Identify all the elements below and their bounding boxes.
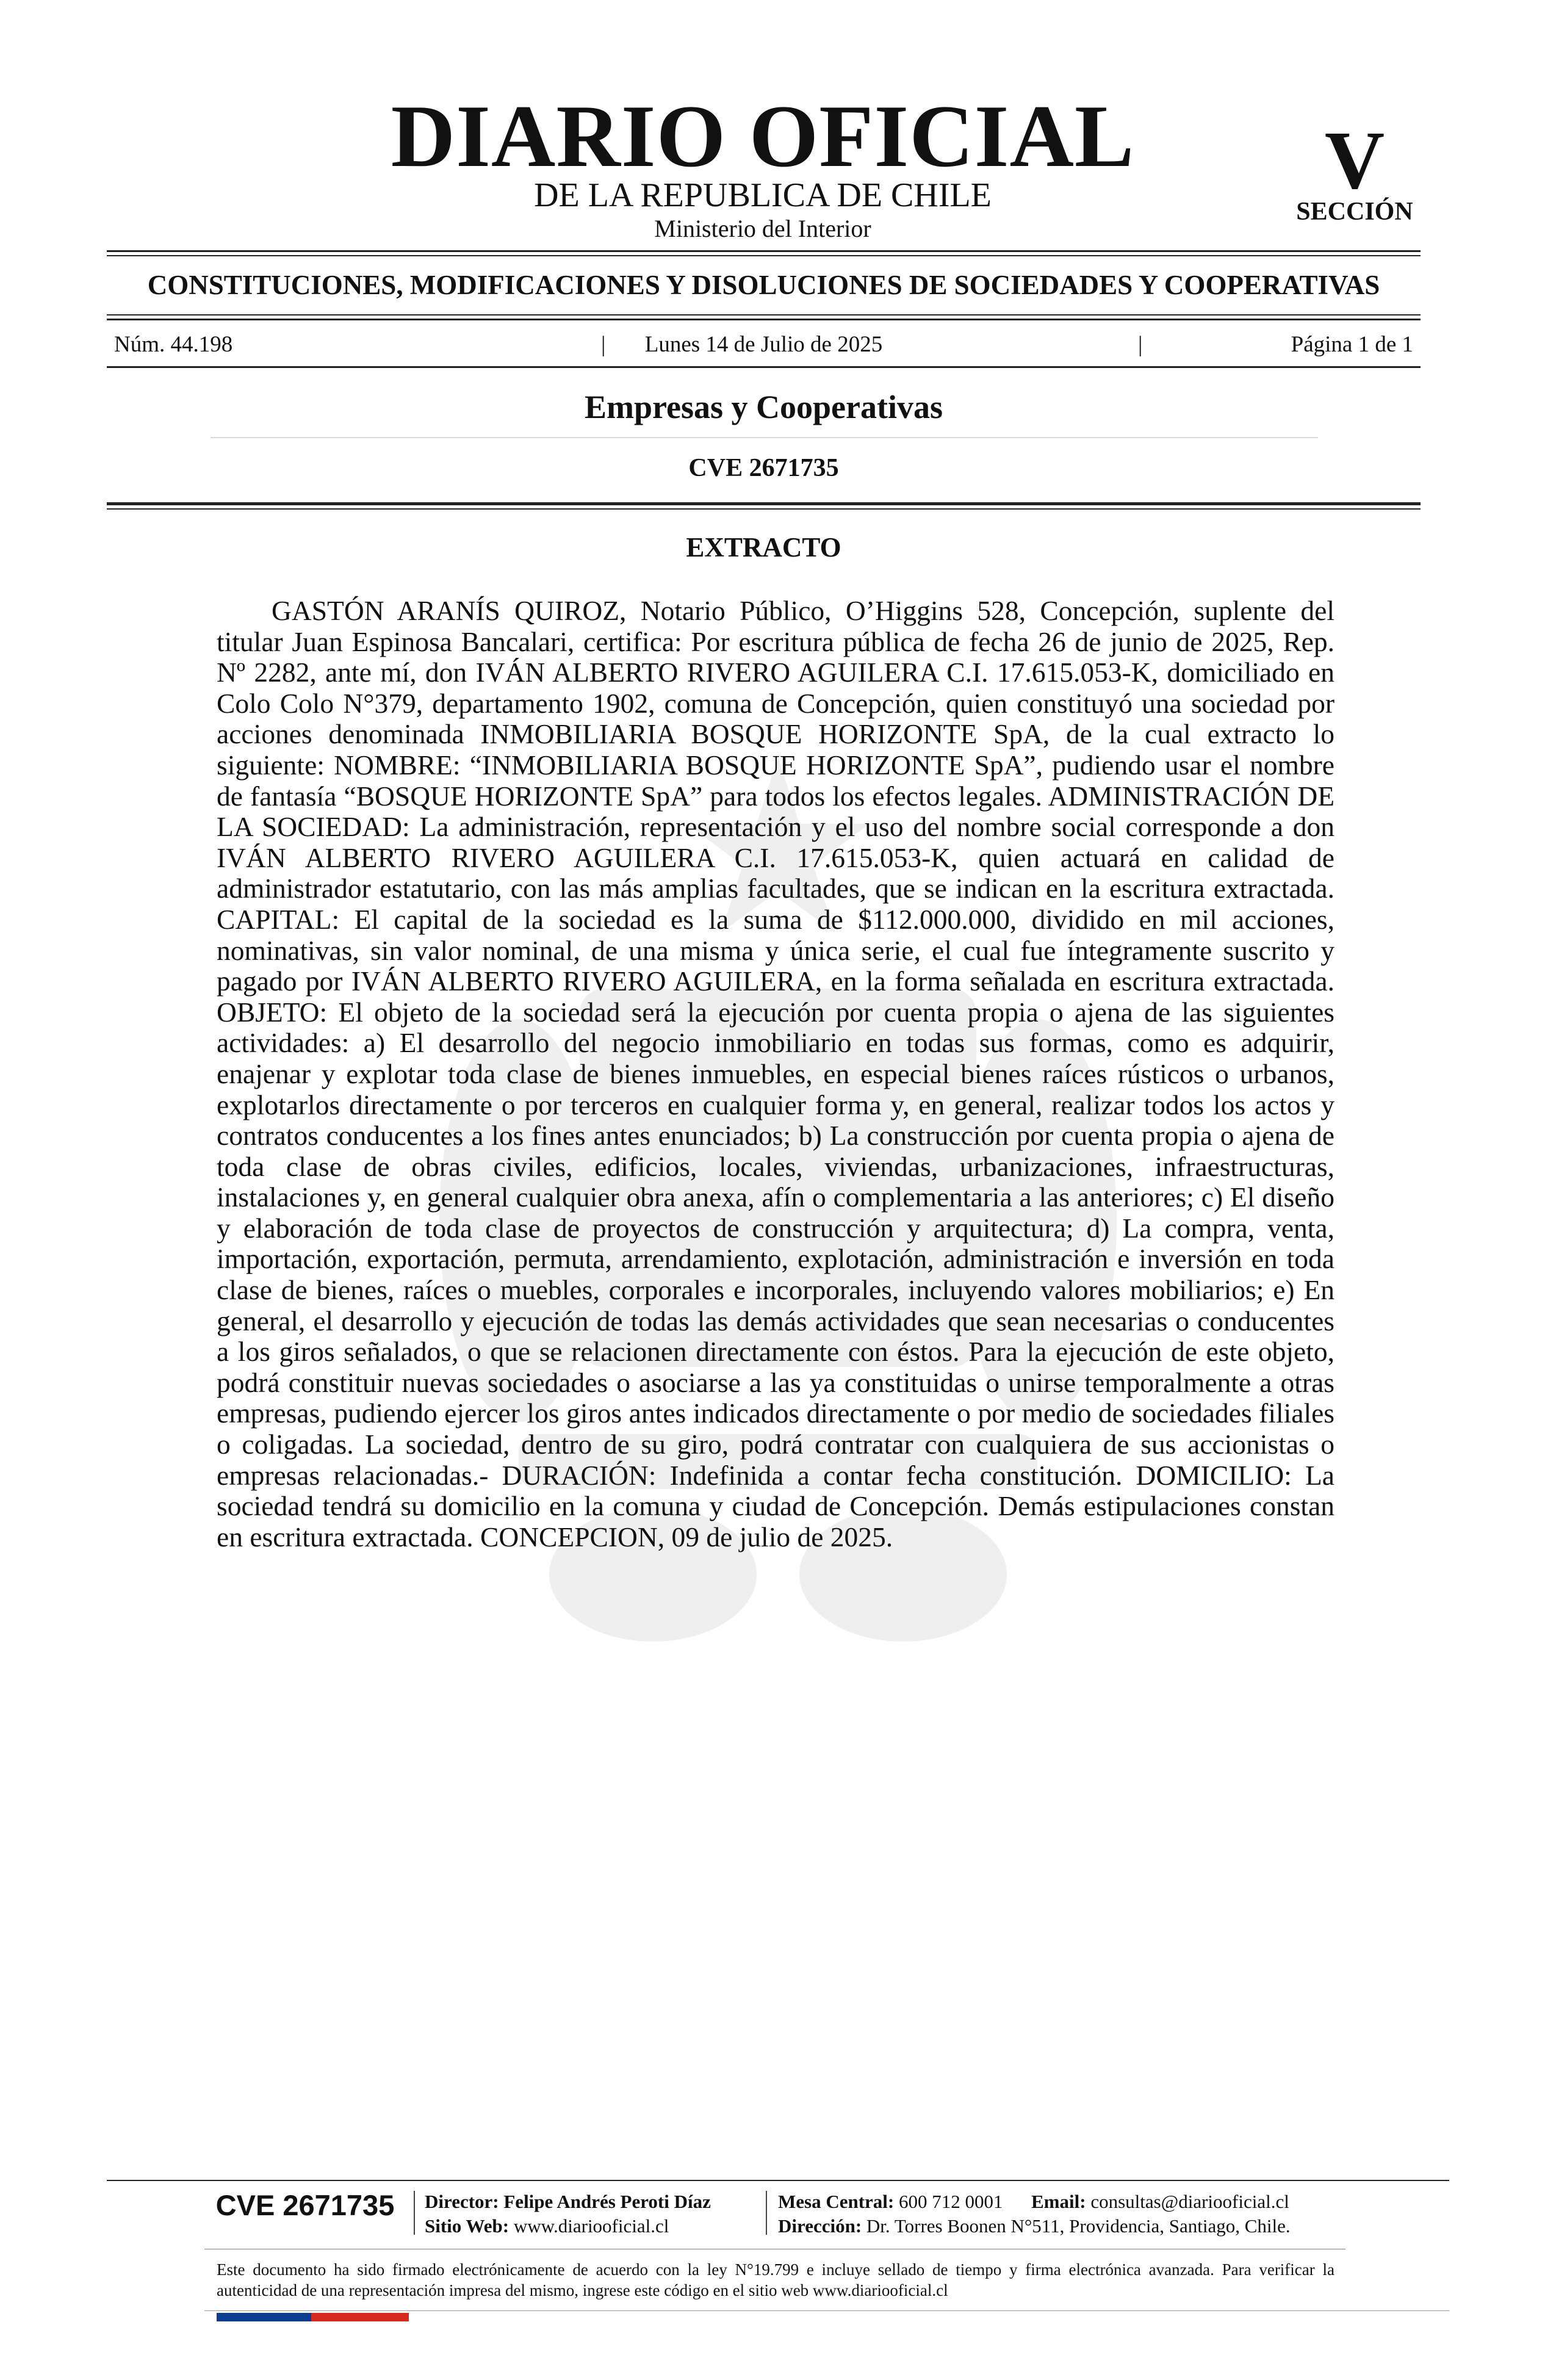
issue-page: Página 1 de 1 (1291, 332, 1413, 357)
footer-divider (766, 2191, 767, 2235)
footer-website (425, 2214, 669, 2238)
issue-separator: | (601, 332, 606, 357)
masthead-rule-2 (107, 255, 1421, 256)
section-number: V (1324, 115, 1385, 206)
header-rule-thick (107, 502, 1421, 505)
masthead-rule-1 (107, 250, 1421, 252)
issue-row (107, 333, 1421, 357)
phone-label: Mesa Central: (778, 2191, 895, 2212)
category-title: Empresas y Cooperativas (585, 389, 943, 425)
band-rule-1 (107, 314, 1421, 316)
flag-stripe-blue (217, 2313, 311, 2321)
issue-number: Núm. 44.198 (114, 332, 233, 357)
address-value: Dr. Torres Boonen N°511, Providencia, Santiago, Chile. (866, 2215, 1291, 2237)
band-title: CONSTITUCIONES, MODIFICACIONES Y DISOLUCIONES DE SOCIEDADES Y COOPERATIVAS (147, 270, 1380, 300)
document-heading: EXTRACTO (686, 532, 841, 563)
website-label: Sitio Web: (425, 2215, 510, 2237)
footer-divider (414, 2191, 415, 2235)
footer-legal-note: Este documento ha sido firmado electrónicamente de acuerdo con la ley N°19.799 e incluye sellado de tiempo y firma electrónica avanzada. Para verificar la autenticidad de una representación impresa del mismo, ingrese este código en el sitio web www.diariooficial.cl (217, 2260, 1334, 2299)
footer-cve-code: CVE 2671735 (215, 2189, 395, 2221)
issue-date: Lunes 14 de Julio de 2025 (644, 332, 883, 357)
section-label: SECCIÓN (1296, 198, 1413, 226)
cve-code: CVE 2671735 (688, 454, 839, 482)
footer-rule-top (107, 2180, 1449, 2181)
flag-stripe-red (311, 2313, 409, 2321)
footer-director (425, 2190, 711, 2214)
phone-value: 600 712 0001 (899, 2191, 1003, 2212)
band-rule-2 (107, 319, 1421, 320)
footer-rule-bottom (204, 2310, 1449, 2311)
director-name: Felipe Andrés Peroti Díaz (503, 2191, 711, 2212)
document-body: GASTÓN ARANÍS QUIROZ, Notario Público, O’Higgins 528, Concepción, suplente del titular Juan Espinosa Bancalari, certifica: Por escritura pública de fecha 26 de junio de 2025, Rep. Nº 2282, ante mí, don IVÁN ALBERTO RIVERO AGUILERA C.I. 17.615.053-K, domiciliado en Colo Colo N°379, departamento 1902, comuna de Concepción, quien constituyó una sociedad por acciones denominada INMOBILIARIA BOSQUE HORIZONTE SpA, de la cual extracto lo siguiente: NOMBRE: “INMOBILIARIA BOSQUE HORIZONTE SpA”, pudiendo usar el nombre de fantasía “BOSQUE HORIZONTE SpA” para todos los efectos legales. ADMINISTRACIÓN DE LA SOCIEDAD: La administración, representación y el uso del nombre social corresponde a don IVÁN ALBERTO RIVERO AGUILERA C.I. 17.615.053-K, quien actuará en calidad de administrador estatutario, con las más amplias facultades, que se indican en la escritura extractada. CAPITAL: El capital de la sociedad es la suma de $112.000.000, dividido en mil acciones, nominativas, sin valor nominal, de una misma y única serie, el cual fue íntegramente suscrito y pagado por IVÁN ALBERTO RIVERO AGUILERA, en la forma señalada en escritura extractada. OBJETO: El objeto de la sociedad será la ejecución por cuenta propia o ajena de las siguientes actividades: a) El desarrollo del negocio inmobiliario en todas sus formas, como es adquirir, enajenar y explotar toda clase de bienes inmuebles, en especial bienes raíces rústicos o urbanos, explotarlos directamente o por terceros en cualquier forma y, en general, realizar todos los actos y contratos conducentes a los fines antes enunciados; b) La construcción por cuenta propia o ajena de toda clase de obras civiles, edificios, locales, viviendas, urbanizaciones, infraestructuras, instalaciones y, en general cualquier obra anexa, afín o complementaria a las anteriores; c) El diseño y elaboración de toda clase de proyectos de construcción y arquitectura; d) La compra, venta, importación, exportación, permuta, arrendamiento, explotación, administración e inversión en toda clase de bienes, raíces o muebles, corporales e incorporales, incluyendo valores mobiliarios; e) En general, el desarrollo y ejecución de todas las demás actividades que sean necesarias o conducentes a los giros señalados, o que se relacionen directamente con éstos. Para la ejecución de este objeto, podrá constituir nuevas sociedades o asociarse a las ya constituidas o unirse temporalmente a otras empresas, pudiendo ejercer los giros antes indicados directamente o por medio de sociedades filiales o coligadas. La sociedad, dentro de su giro, podrá contratar con cualquiera de sus accionistas o empresas relacionadas.- DURACIÓN: Indefinida a contar fecha constitución. DOMICILIO: La sociedad tendrá su domicilio en la comuna y ciudad de Concepción. Demás estipulaciones constan en escritura extractada. CONCEPCION, 09 de julio de 2025. (217, 595, 1334, 1552)
issue-rule (107, 366, 1421, 368)
address-label: Dirección: (778, 2215, 862, 2237)
email-label: Email: (1031, 2191, 1086, 2212)
email-link[interactable]: consultas@diariooficial.cl (1090, 2191, 1289, 2212)
director-label: Director: (425, 2191, 499, 2212)
masthead-subtitle: DE LA REPUBLICA DE CHILE (534, 176, 992, 214)
masthead-ministry: Ministerio del Interior (654, 215, 871, 242)
website-link[interactable]: www.diariooficial.cl (513, 2215, 669, 2237)
masthead-title: DIARIO OFICIAL (391, 87, 1135, 186)
issue-separator: | (1138, 332, 1143, 357)
header-rule-thin (107, 508, 1421, 510)
category-divider (211, 437, 1318, 438)
footer-address (778, 2214, 1291, 2238)
footer-contact (778, 2190, 1289, 2214)
